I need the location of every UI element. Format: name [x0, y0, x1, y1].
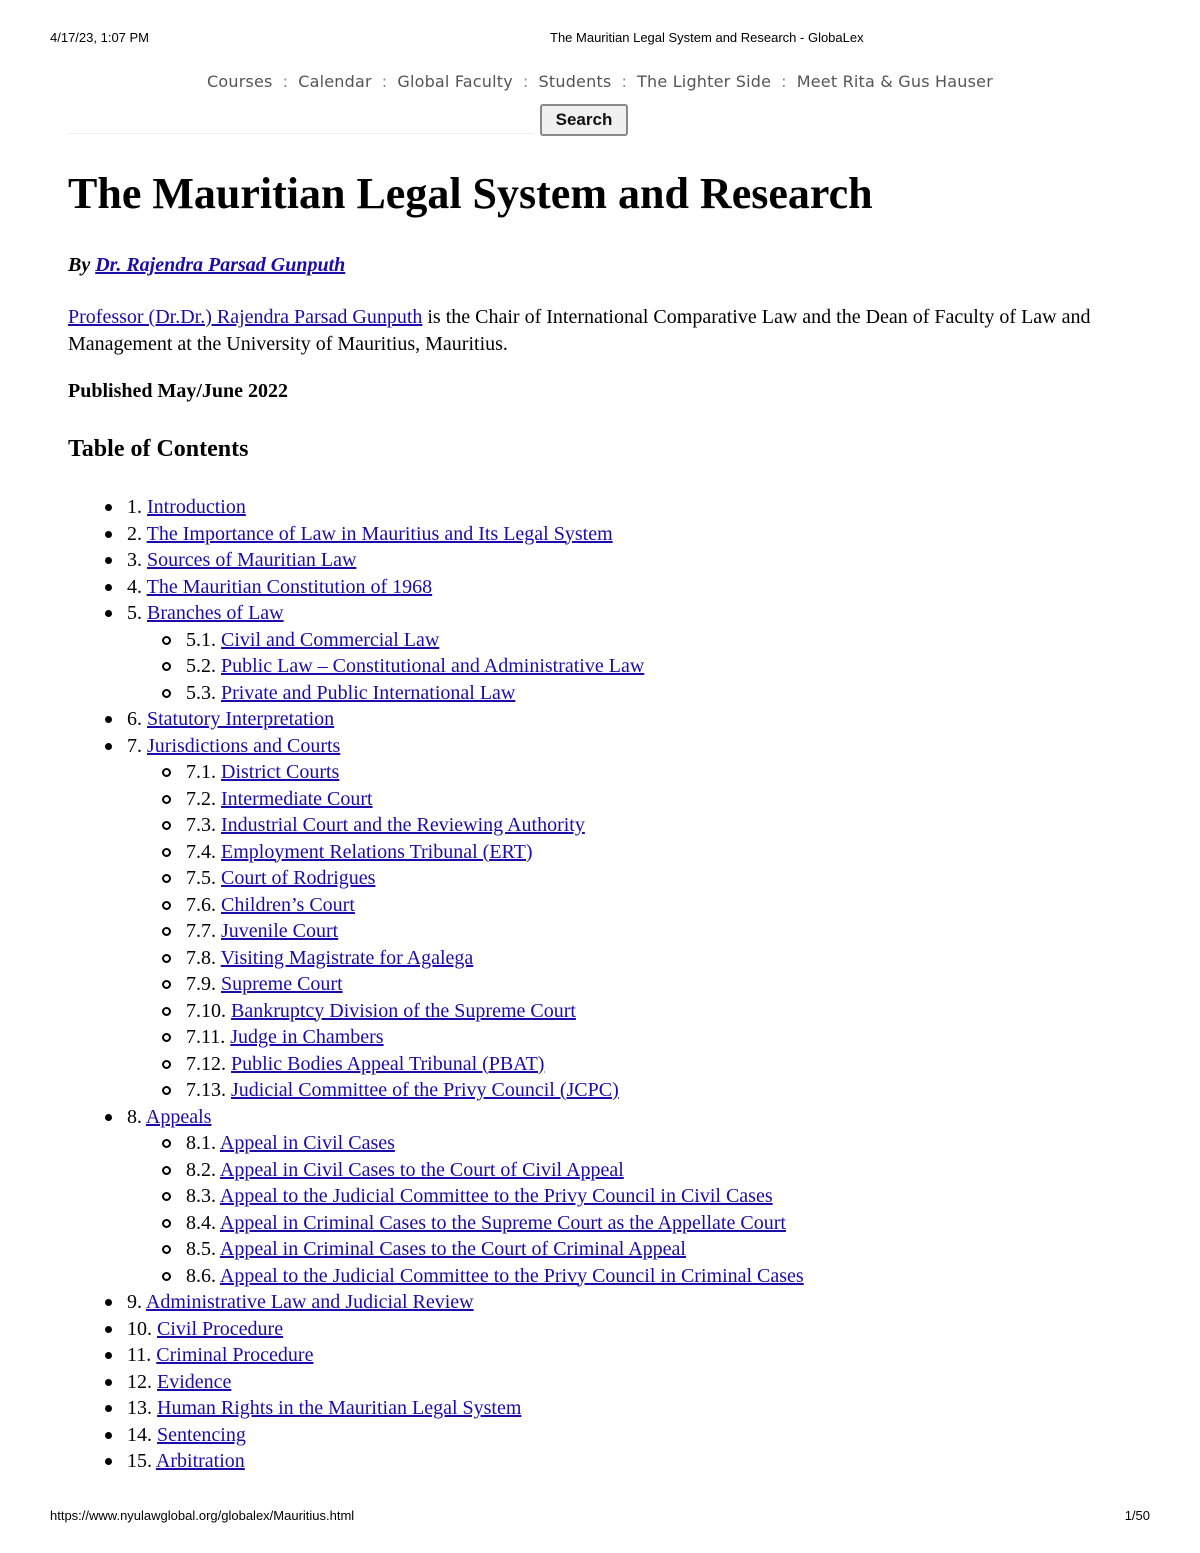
circle-bullet-icon [162, 901, 171, 910]
toc-link[interactable]: Human Rights in the Mauritian Legal System [157, 1397, 522, 1419]
toc-item-text [127, 1104, 211, 1131]
toc-link[interactable]: The Mauritian Constitution of 1968 [146, 575, 433, 598]
toc-link[interactable]: Evidence [157, 1370, 232, 1393]
circle-bullet-icon [162, 1139, 171, 1148]
toc-item-number: 2. [127, 522, 142, 545]
toc-item-text [186, 1130, 395, 1157]
disc-bullet-icon [105, 610, 112, 617]
toc-item-number: 7.2. [186, 787, 216, 810]
toc-item-number: 8.3. [186, 1185, 216, 1207]
toc-link[interactable]: Appeal to the Judicial Committee to the Privy Council in Criminal Cases [219, 1264, 804, 1287]
toc-item-number: 5.3. [186, 681, 216, 704]
toc-link[interactable]: Sentencing [157, 1423, 246, 1446]
toc-link[interactable]: Administrative Law and Judicial Review [145, 1291, 474, 1313]
toc-item-text [186, 1210, 786, 1237]
toc-link[interactable]: Appeal in Criminal Cases to the Supreme Court as the Appellate Court [219, 1211, 786, 1234]
toc-item-text [127, 494, 246, 521]
toc-link[interactable]: Visiting Magistrate for Agalega [220, 946, 474, 969]
toc-item-text [127, 706, 334, 733]
print-doc-title: The Mauritian Legal System and Research - GlobaLex [550, 30, 864, 45]
toc-item-number: 8.6. [186, 1264, 216, 1287]
toc-item-number: 14. [127, 1423, 152, 1446]
circle-bullet-icon [162, 1192, 171, 1201]
toc-item-number: 11. [127, 1344, 152, 1366]
toc-link[interactable]: The Importance of Law in Mauritius and Its Legal System [146, 522, 613, 545]
toc-item-number: 7.6. [186, 893, 216, 916]
toc-item-number: 7.10. [186, 999, 226, 1022]
bio-text: is the Chair of International Comparative Law and the Dean of Faculty of Law and Management at the University of Mauritius, Mauritius. [68, 306, 1091, 355]
toc-item-text [186, 1183, 773, 1210]
toc-item-text [186, 653, 644, 680]
toc-item-number: 13. [127, 1397, 152, 1419]
toc-link[interactable]: Appeals [145, 1105, 212, 1128]
print-url: https://www.nyulawglobal.org/globalex/Mauritius.html [50, 1508, 355, 1523]
nav-link-students[interactable]: Students [538, 72, 612, 91]
toc-item-number: 8.4. [186, 1211, 216, 1234]
toc-link[interactable]: District Courts [221, 761, 340, 783]
toc-link[interactable]: Employment Relations Tribunal (ERT) [221, 840, 533, 863]
disc-bullet-icon [105, 743, 112, 750]
toc-item-number: 8.5. [186, 1238, 216, 1260]
toc-item-text [186, 1077, 619, 1104]
toc-item-number: 12. [127, 1370, 152, 1393]
toc-item-number: 4. [127, 575, 142, 598]
nav-separator: : [781, 72, 787, 91]
published-date: Published May/June 2022 [68, 380, 289, 402]
byline [68, 254, 345, 277]
toc-link[interactable]: Arbitration [155, 1450, 245, 1472]
toc-item-text [127, 521, 613, 548]
nav-separator: : [621, 72, 628, 91]
disc-bullet-icon [105, 1432, 112, 1439]
circle-bullet-icon [162, 821, 171, 830]
author-bio [68, 304, 1148, 358]
toc-item-number: 5.1. [186, 628, 216, 651]
toc-item-number: 7.4. [186, 840, 216, 863]
circle-bullet-icon [162, 795, 171, 804]
toc-link[interactable]: Juvenile Court [221, 920, 339, 942]
toc-item-text [186, 865, 375, 892]
toc-link[interactable]: Appeal in Civil Cases [219, 1132, 395, 1154]
toc-item-text [186, 1051, 544, 1078]
byline-prefix: By [68, 254, 96, 276]
toc-link[interactable]: Private and Public International Law [221, 681, 516, 704]
disc-bullet-icon [105, 557, 112, 564]
toc-link[interactable]: Judicial Committee of the Privy Council (JCPC) [231, 1079, 619, 1101]
toc-link[interactable]: Sources of Mauritian Law [147, 549, 357, 571]
disc-bullet-icon [105, 1299, 112, 1306]
toc-item-text [186, 812, 585, 839]
toc-item-number: 7.11. [186, 1026, 226, 1048]
toc-item-text [127, 1422, 246, 1449]
toc-item-text [127, 1316, 283, 1343]
author-link[interactable]: Dr. Rajendra Parsad Gunputh [95, 254, 346, 276]
toc-item-number: 7.3. [186, 814, 216, 836]
toc-item-text [186, 945, 473, 972]
toc-link[interactable]: Judge in Chambers [230, 1026, 384, 1048]
toc-item-number: 5. [127, 602, 142, 624]
circle-bullet-icon [162, 954, 171, 963]
circle-bullet-icon [162, 1060, 171, 1069]
toc-item-number: 7.8. [186, 946, 216, 969]
toc-item-text [186, 998, 576, 1025]
toc-item-text [127, 1448, 245, 1475]
toc-item-number: 5.2. [186, 655, 216, 677]
nav-separator: : [282, 72, 289, 91]
toc-item-number: 7. [127, 734, 142, 757]
toc-item-text [186, 786, 373, 813]
disc-bullet-icon [105, 716, 112, 723]
toc-item-number: 8.1. [186, 1132, 216, 1154]
circle-bullet-icon [162, 1033, 171, 1042]
toc-link[interactable]: Jurisdictions and Courts [147, 734, 341, 757]
toc-item-text [127, 1342, 313, 1369]
toc-item-text [186, 627, 439, 654]
nav-link-the-lighter-side[interactable]: The Lighter Side [637, 72, 772, 91]
circle-bullet-icon [162, 1166, 171, 1175]
page-title: The Mauritian Legal System and Research [68, 169, 873, 218]
toc-item-number: 7.7. [186, 920, 216, 942]
circle-bullet-icon [162, 1086, 171, 1095]
print-header [50, 30, 1150, 50]
toc-item-number: 8.2. [186, 1158, 216, 1181]
toc-item-number: 7.13. [186, 1079, 226, 1101]
circle-bullet-icon [162, 927, 171, 936]
toc-item-number: 9. [127, 1291, 142, 1313]
toc-item-number: 3. [127, 549, 142, 571]
circle-bullet-icon [162, 662, 171, 671]
disc-bullet-icon [105, 1405, 112, 1412]
disc-bullet-icon [105, 1379, 112, 1386]
toc-item-text [186, 1263, 804, 1290]
disc-bullet-icon [105, 1114, 112, 1121]
toc-item-text [186, 1024, 384, 1051]
toc-item-number: 7.1. [186, 761, 216, 783]
print-date: 4/17/23, 1:07 PM [50, 30, 150, 45]
toc-link[interactable]: Appeal to the Judicial Committee to the Privy Council in Civil Cases [219, 1185, 773, 1207]
print-footer [50, 1508, 1150, 1528]
print-page-number: 1/50 [1124, 1508, 1150, 1523]
bio-author-link[interactable]: Professor (Dr.Dr.) Rajendra Parsad Gunputh [68, 306, 423, 328]
nav-link-global-faculty[interactable]: Global Faculty [397, 72, 513, 91]
toc-link[interactable]: Public Bodies Appeal Tribunal (PBAT) [231, 1052, 545, 1075]
toc-item-number: 7.5. [186, 867, 216, 889]
toc-link[interactable]: Appeal in Civil Cases to the Court of Civil Appeal [219, 1158, 624, 1181]
disc-bullet-icon [105, 531, 112, 538]
disc-bullet-icon [105, 504, 112, 511]
search-row [0, 104, 1200, 136]
toc-item-number: 8. [127, 1105, 142, 1128]
toc-item-text [186, 1236, 686, 1263]
disc-bullet-icon [105, 1352, 112, 1359]
toc-item-number: 7.9. [186, 973, 216, 995]
toc-link[interactable]: Civil Procedure [157, 1317, 284, 1340]
toc-item-number: 10. [127, 1317, 152, 1340]
nav-separator: : [522, 72, 529, 91]
toc-item-text [127, 1395, 521, 1422]
disc-bullet-icon [105, 1458, 112, 1465]
toc-link[interactable]: Supreme Court [221, 973, 343, 995]
search-input[interactable] [68, 108, 534, 134]
disc-bullet-icon [105, 584, 112, 591]
toc-item-number: 7.12. [186, 1052, 226, 1075]
toc-link[interactable]: Civil and Commercial Law [221, 628, 440, 651]
toc-link[interactable]: Industrial Court and the Reviewing Authority [221, 814, 585, 836]
toc-item-text [127, 733, 340, 760]
toc-item-text [127, 1369, 231, 1396]
toc-link[interactable]: Bankruptcy Division of the Supreme Court [231, 999, 576, 1022]
circle-bullet-icon [162, 848, 171, 857]
circle-bullet-icon [162, 689, 171, 698]
circle-bullet-icon [162, 980, 171, 989]
toc-item-text [127, 1289, 474, 1316]
toc-item-text [186, 971, 343, 998]
circle-bullet-icon [162, 874, 171, 883]
circle-bullet-icon [162, 1272, 171, 1281]
toc-link[interactable]: Intermediate Court [221, 787, 373, 810]
toc-item-text [127, 547, 356, 574]
disc-bullet-icon [105, 1326, 112, 1333]
toc-link[interactable]: Appeal in Criminal Cases to the Court of Criminal Appeal [219, 1238, 686, 1260]
toc-item-number: 6. [127, 708, 142, 730]
toc-item-text [186, 839, 533, 866]
nav-separator: : [381, 72, 388, 91]
nav-link-courses[interactable]: Courses [207, 72, 273, 91]
toc-item-text [186, 759, 339, 786]
nav-link-calendar[interactable]: Calendar [298, 72, 372, 91]
top-nav [0, 72, 1200, 91]
toc-link[interactable]: Criminal Procedure [156, 1344, 314, 1366]
toc-item-text [186, 1157, 624, 1184]
circle-bullet-icon [162, 1219, 171, 1228]
toc-item-text [127, 600, 284, 627]
toc-link[interactable]: Introduction [147, 496, 246, 518]
circle-bullet-icon [162, 1007, 171, 1016]
toc-heading: Table of Contents [68, 436, 249, 462]
toc-link[interactable]: Statutory Interpretation [147, 708, 335, 730]
nav-link-meet-rita-gus-hauser[interactable]: Meet Rita & Gus Hauser [796, 72, 993, 91]
toc-item-text [186, 918, 338, 945]
circle-bullet-icon [162, 636, 171, 645]
toc-item-number: 15. [127, 1450, 152, 1472]
toc-link[interactable]: Branches of Law [147, 602, 284, 624]
circle-bullet-icon [162, 1245, 171, 1254]
toc-item-text [186, 680, 515, 707]
toc-link[interactable]: Public Law – Constitutional and Administrative Law [221, 655, 645, 677]
toc-link[interactable]: Court of Rodrigues [221, 867, 376, 889]
search-button[interactable]: Search [540, 104, 628, 136]
toc-item-text [127, 574, 432, 601]
circle-bullet-icon [162, 768, 171, 777]
toc-item-number: 1. [127, 496, 142, 518]
toc-item-text [186, 892, 355, 919]
toc-link[interactable]: Children’s Court [221, 893, 355, 916]
